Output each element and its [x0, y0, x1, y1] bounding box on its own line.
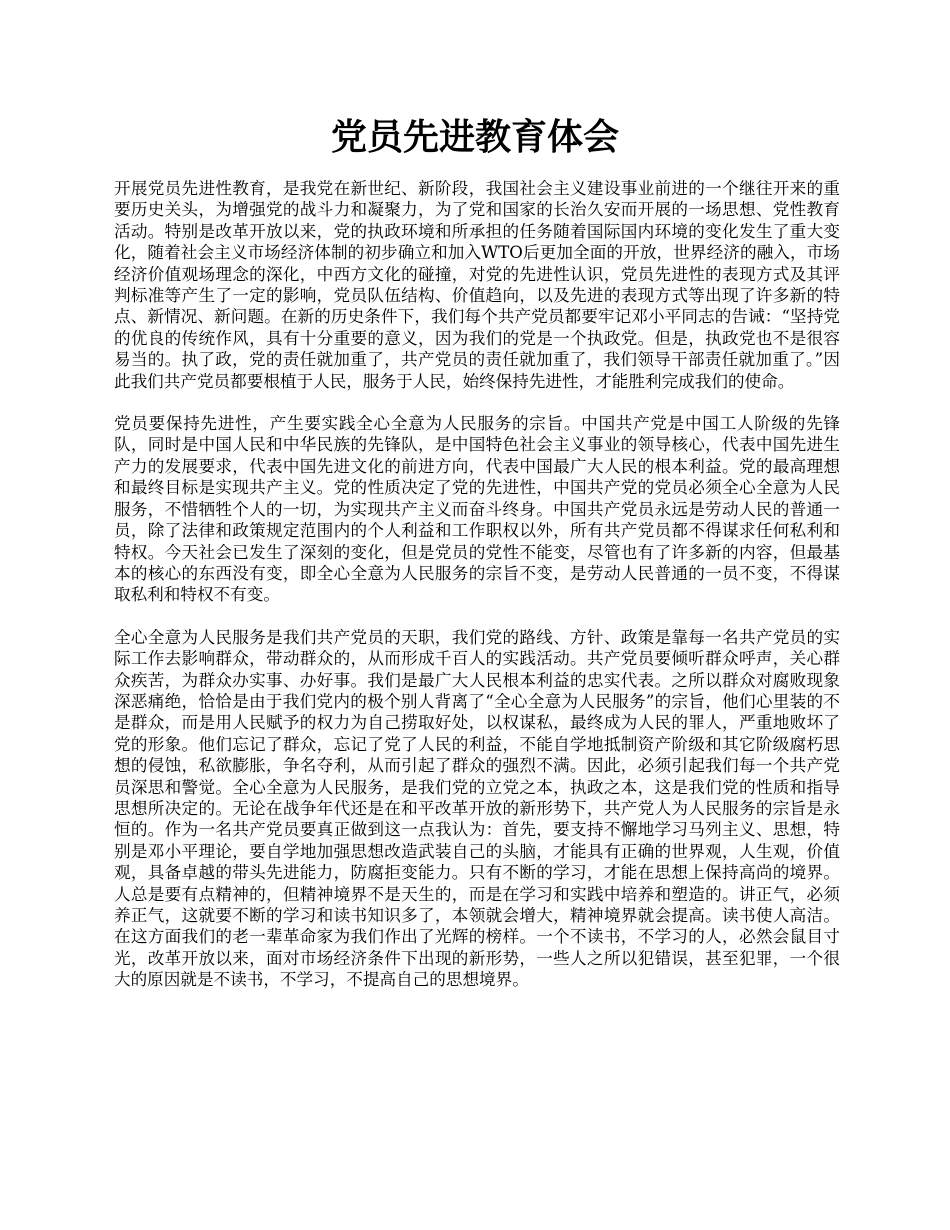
document-title: 党员先进教育体会 [330, 116, 619, 158]
paragraph-1: 开展党员先进性教育，是我党在新世纪、新阶段，我国社会主义建设事业前进的一个继往开来的重要历史关头，为增强党的战斗力和凝聚力，为了党和国家的长治久安而开展的一场思想、党性教育活动。特别是改革开放以来，党的执政环境和所承担的任务随着国际国内环境的变化发生了重大变化，随着社会主义市场经济体制的初步确立和加入WTO后更加全面的开放，世界经济的融入，市场经济价值观场理念的深化，中西方文化的碰撞，对党的先进性认识，党员先进性的表现方式及其评判标准等产生了一定的影响，党员队伍结构、价值趋向，以及先进的表现方式等出现了许多新的特点、新情况、新问题。在新的历史条件下，我们每个共产党员都要牢记邓小平同志的告诫：“坚持党的优良的传统作风，具有十分重要的意义，因为我们的党是一个执政党。但是，执政党也不是很容易当的。执了政，党的责任就加重了，共产党员的责任就加重了，我们领导干部责任就加重了。”因此我们共产党员都要根植于人民，服务于人民，始终保持先进性，才能胜利完成我们的使命。 [114, 179, 840, 391]
paragraph-3: 全心全意为人民服务是我们共产党员的天职，我们党的路线、方针、政策是靠每一名共产党员的实际工作去影响群众，带动群众的，从而形成千百人的实践活动。共产党员要倾听群众呼声，关心群众疾苦，为群众办实事、办好事。我们是最广大人民根本利益的忠实代表。之所以群众对腐败现象深恶痛绝，恰恰是由于我们党内的极个别人背离了“全心全意为人民服务”的宗旨，他们心里装的不是群众，而是用人民赋予的权力为自己捞取好处，以权谋私，最终成为人民的罪人，严重地败坏了党的形象。他们忘记了群众，忘记了党了人民的利益，不能自学地抵制资产阶级和其它阶级腐朽思想的侵蚀，私欲膨胀，争名夺利，从而引起了群众的强烈不满。因此，必须引起我们每一个共产党员深思和警觉。全心全意为人民服务，是我们党的立党之本，执政之本，这是我们党的性质和指导思想所决定的。无论在战争年代还是在和平改革开放的新形势下，共产党人为人民服务的宗旨是永恒的。作为一名共产党员要真正做到这一点我认为：首先，要支持不懈地学习马列主义、思想，特别是邓小平理论，要自学地加强思想改造武装自己的头脑，才能具有正确的世界观，人生观，价值观，具备卓越的带头先进能力，防腐拒变能力。只有不断的学习，才能在思想上保持高尚的境界。人总是要有点精神的，但精神境界不是天生的，而是在学习和实践中培养和塑造的。讲正气，必须养正气，这就要不断的学习和读书知识多了，本领就会增大，精神境界就会提高。读书使人高洁。在这方面我们的老一辈革命家为我们作出了光辉的榜样。一个不读书，不学习的人，必然会鼠目寸光，改革开放以来，面对市场经济条件下出现的新形势，一些人之所以犯错误，甚至犯罪，一个很大的原因就是不读书，不学习，不提高自己的思想境界。 [114, 627, 840, 990]
document-body [114, 178, 840, 1012]
paragraph-2: 党员要保持先进性，产生要实践全心全意为人民服务的宗旨。中国共产党是中国工人阶级的先锋队，同时是中国人民和中华民族的先锋队，是中国特色社会主义事业的领导核心，代表中国先进生产力的发展要求，代表中国先进文化的前进方向，代表中国最广大人民的根本利益。党的最高理想和最终目标是实现共产主义。党的性质决定了党的先进性，中国共产党的党员必须全心全意为人民服务，不惜牺牲个人的一切，为实现共产主义而奋斗终身。中国共产党员永远是劳动人民的普通一员，除了法律和政策规定范围内的个人利益和工作职权以外，所有共产党员都不得谋求任何私利和特权。今天社会已发生了深刻的变化，但是党员的党性不能变，尽管也有了许多新的内容，但最基本的核心的东西没有变，即全心全意为人民服务的宗旨不变，是劳动人民普通的一员不变，不得谋取私利和特权不有变。 [114, 414, 840, 605]
